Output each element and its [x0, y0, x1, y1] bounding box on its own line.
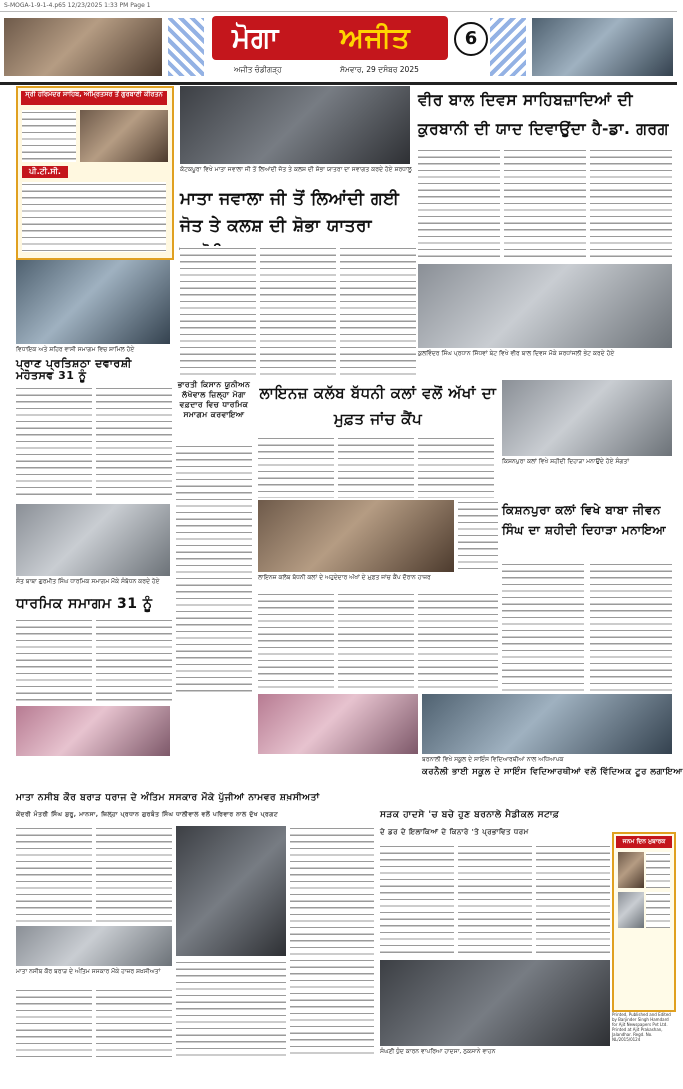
birthday-photo-2 — [618, 892, 644, 928]
ptc-advert — [16, 86, 174, 260]
masthead-ornament-left — [168, 18, 204, 76]
advert-text — [22, 110, 76, 162]
road-news-col3 — [536, 844, 610, 956]
mata-nasib-caption: ਮਾਤਾ ਨਸੀਬ ਕੌਰ ਬਰਾੜ ਦੇ ਅੰਤਿਮ ਸਸਕਾਰ ਮੌਕੇ ਹਾਜ਼ਰ ਸ਼ਖ਼ਸੀਅਤਾਂ — [16, 968, 161, 975]
jot-caption: ਕੋਟਕਪੂਰਾ ਵਿਖੇ ਮਾਤਾ ਜਵਾਲਾ ਜੀ ਤੋਂ ਲਿਆਂਦੀ ਜੋਤ ਤੇ ਕਲਸ਼ ਦੀ ਸ਼ੋਭਾ ਯਾਤਰਾ ਦਾ ਸਵਾਗਤ ਕਰਦੇ ਹੋਏ ਸ਼ਰਧਾਲੂ — [180, 166, 412, 173]
veer-baal-col1 — [418, 148, 500, 260]
page-number: 6 — [454, 22, 488, 56]
road-news-subhead: ਦੇ ਡਰ ਦੇ ਇਲਾਕਿਆਂ ਦੇ ਕਿਨਾਰੇ 'ਤੇ ਪ੍ਰਭਾਵਿਤ ਧਰਮ — [380, 828, 529, 836]
samagam-photo — [258, 694, 418, 754]
kishanpura-caption: ਕਿਸ਼ਨਪੁਰਾ ਕਲਾਂ ਵਿਖੇ ਸ਼ਹੀਦੀ ਦਿਹਾੜਾ ਮਨਾਉਂਦੇ ਹੋਏ ਸੰਗਤਾਂ — [502, 458, 630, 465]
jot-photo — [180, 86, 410, 164]
lions-col2 — [338, 436, 414, 498]
dharmik-photo — [16, 504, 170, 576]
kishanpura-col2 — [590, 562, 672, 692]
mata-nasib-col6 — [176, 960, 286, 1058]
dharmik-photo-2 — [16, 706, 170, 756]
dharmik-caption: ਸੰਤ ਬਾਬਾ ਗੁਰਮੀਤ ਸਿੰਘ ਧਾਰਮਿਕ ਸਮਾਗਮ ਮੌਕੇ ਸੰਬੋਧਨ ਕਰਦੇ ਹੋਏ — [16, 578, 160, 585]
kishanpura-col1 — [502, 562, 584, 692]
dharmik-headline: ਧਾਰਮਿਕ ਸਮਾਗਮ 31 ਨੂੰ — [16, 596, 153, 612]
mata-nasib-photo — [176, 826, 286, 956]
masthead-title-left: ਮੋਗਾ — [232, 21, 279, 54]
kishanpura-photo — [502, 380, 672, 456]
mata-nasib-col4 — [16, 988, 92, 1058]
veer-baal-col2 — [504, 148, 586, 260]
lions-col7 — [418, 592, 498, 692]
advert-title: ਸ੍ਰੀ ਹਰਿਮੰਦਰ ਸਾਹਿਬ, ਅੰਮ੍ਰਿਤਸਰ ਤੋਂ ਗੁਰਬਾਣੀ ਕੀਰਤਨ — [21, 91, 167, 105]
masthead-subtitle: ਅਜੀਤ ਚੰਡੀਗੜ੍ਹ — [234, 65, 282, 74]
jot-body-col3 — [340, 246, 416, 376]
mata-nasib-col3 — [290, 826, 374, 1056]
birthday-photo-1 — [618, 852, 644, 888]
mata-nasib-col2 — [96, 826, 172, 922]
road-news-headline: ਸੜਕ ਹਾਦਸੇ 'ਚ ਬਚੇ ਹੁਣ ਬਰਨਾਲੇ ਮੈਡੀਕਲ ਸਟਾਫ਼ — [380, 810, 560, 820]
pran-headline: ਪ੍ਰਾਣ ਪ੍ਰਤਿਸ਼ਠਾ ਦਵਾਰਸ਼ੀ ਮਹੋਤਸਵ 31 ਨੂੰ — [16, 357, 132, 382]
birthday-text-1 — [646, 852, 670, 888]
road-news-col2 — [458, 844, 532, 956]
masthead-photo-left — [4, 18, 162, 76]
jot-body-col1 — [180, 246, 256, 376]
road-news-col1 — [380, 844, 454, 956]
bharti-kisan-headline: ਭਾਰਤੀ ਕਿਸਾਨ ਯੂਨੀਅਨ ਲੱਖੋਵਾਲ ਜ਼ਿਲ੍ਹਾ ਮੋਗਾ ਵਫ਼ਦਾਰ ਵਿਚ ਧਾਰਮਿਕ ਸਮਾਗਮ ਕਰਵਾਇਆ — [177, 380, 251, 419]
veer-baal-col3 — [590, 148, 672, 260]
birthday-text-2 — [646, 892, 670, 928]
lions-col4 — [458, 500, 498, 572]
school-headline: ਕਰਨੈਲੀ ਭਾਈ ਸਕੂਲ ਦੇ ਸਾਇੰਸ ਵਿਦਿਆਰਥੀਆਂ ਵਲੋਂ ਵਿੱਦਿਅਕ ਟੂਰ ਲਗਾਇਆ — [422, 767, 683, 777]
school-photo — [422, 694, 672, 754]
birthday-title: ਜਨਮ ਦਿਨ ਮੁਬਾਰਕ — [616, 836, 672, 848]
school-caption: ਬਰਨਾਲੀ ਵਿਖੇ ਸਕੂਲ ਦੇ ਸਾਇੰਸ ਵਿਦਿਆਰਥੀਆਂ ਨਾਲ ਅਧਿਆਪਕ — [422, 756, 564, 763]
advert-logo: ਪੀ.ਟੀ.ਸੀ. — [22, 166, 68, 178]
road-news-caption: ਸੰਘਣੀ ਧੁੰਦ ਕਾਰਨ ਵਾਪਰਿਆ ਹਾਦਸਾ, ਨੁਕਸਾਨੇ ਵਾਹਨ — [380, 1048, 496, 1055]
lions-col6 — [338, 592, 414, 692]
mata-nasib-photo-2 — [16, 926, 172, 966]
road-news-photo — [380, 960, 610, 1046]
pran-body-col2 — [96, 386, 172, 498]
masthead-ornament-right — [490, 18, 526, 76]
lions-photo — [258, 500, 454, 572]
lions-headline: ਲਾਇਨਜ਼ ਕਲੱਬ ਬੱਧਨੀ ਕਲਾਂ ਵਲੋਂ ਅੱਖਾਂ ਦਾ ਮੁਫ਼ਤ ਜਾਂਚ ਕੈਂਪ — [259, 384, 497, 428]
dharmik-col1 — [16, 618, 92, 702]
masthead-photo-right — [532, 18, 673, 76]
birthday-box — [612, 832, 676, 1012]
veer-baal-headline: ਵੀਰ ਬਾਲ ਦਿਵਸ ਸਾਹਿਬਜ਼ਾਦਿਆਂ ਦੀ ਕੁਰਬਾਨੀ ਦੀ ਯਾਦ ਦਿਵਾਉਂਦਾ ਹੈ-ਡਾ. ਗਰਗ — [418, 91, 669, 138]
lions-caption: ਲਾਇਨਜ਼ ਕਲੱਬ ਬੱਧਨੀ ਕਲਾਂ ਦੇ ਅਹੁਦੇਦਾਰ ਅੱਖਾਂ ਦੇ ਮੁਫ਼ਤ ਜਾਂਚ ਕੈਂਪ ਦੌਰਾਨ ਹਾਜ਼ਰ — [258, 574, 431, 581]
pran-body-col1 — [16, 386, 92, 498]
bharti-kisan-body — [176, 444, 252, 694]
imprint: Printed, Published and Edited by Barjinder Singh Hamdard for Ajit Newspapers Pvt Ltd. Printed at Ajit Prakashan, Jalandhar. Regd. No. NL/2015/0124 — [612, 1012, 671, 1042]
masthead — [0, 12, 677, 85]
pran-photo — [16, 260, 170, 344]
mata-nasib-headline: ਮਾਤਾ ਨਸੀਬ ਕੌਰ ਬਰਾੜ ਧਰਾਜ ਦੇ ਅੰਤਿਮ ਸਸਕਾਰ ਮੌਕੇ ਪੁੱਜੀਆਂ ਨਾਮਵਰ ਸ਼ਖ਼ਸੀਅਤਾਂ — [16, 792, 320, 803]
veer-baal-photo — [418, 264, 672, 348]
lions-col3 — [418, 436, 494, 498]
mata-nasib-subhead: ਕੇਂਦਰੀ ਮੰਤਰੀ ਸਿੰਘ ਸ਼ੁਰੂ, ਮਾਨਸਾ, ਜ਼ਿਲ੍ਹਾ ਪ੍ਰਧਾਨ ਗੁਰਬੰਤ ਸਿੰਘ ਧਾਲੀਵਾਲ ਵਲੋਂ ਪਰਿਵਾਰ ਨਾਲ ਦੁੱਖ ਪ੍ਰਗਟ — [16, 811, 279, 818]
jot-headline: ਮਾਤਾ ਜਵਾਲਾ ਜੀ ਤੋਂ ਲਿਆਂਦੀ ਗਈ ਜੋਤ ਤੇ ਕਲਸ਼ ਦੀ ਸ਼ੋਭਾ ਯਾਤਰਾ — [180, 189, 400, 236]
masthead-title-right: ਅਜੀਤ — [340, 21, 411, 54]
print-slug: S-MOGA-1-9-1-4.p65 12/23/2025 1:33 PM Page 1 — [0, 0, 677, 12]
kishanpura-headline: ਕਿਸ਼ਨਪੁਰਾ ਕਲਾਂ ਵਿਖੇ ਬਾਬਾ ਜੀਵਨ ਸਿੰਘ ਦਾ ਸ਼ਹੀਦੀ ਦਿਹਾੜਾ ਮਨਾਇਆ — [502, 503, 667, 537]
lions-col5 — [258, 592, 334, 692]
advert-schedule — [22, 182, 166, 252]
pran-caption: ਵਿਧਾਇਕ ਅਤੇ ਸ਼ਹਿਰ ਵਾਸੀ ਸਮਾਗਮ ਵਿਚ ਸ਼ਾਮਿਲ ਹੋਏ — [16, 346, 135, 353]
jot-body-col2 — [260, 246, 336, 376]
advert-golden-temple-photo — [80, 110, 168, 162]
veer-baal-caption: ਕੁਲਵਿੰਦਰ ਸਿੰਘ ਪ੍ਰਧਾਨ ਸਿੱਧਵਾਂ ਬੇਟ ਵਿਖੇ ਵੀਰ ਬਾਲ ਦਿਵਸ ਮੌਕੇ ਸ਼ਰਧਾਂਜਲੀ ਭੇਟ ਕਰਦੇ ਹੋਏ — [418, 350, 615, 357]
dharmik-col2 — [96, 618, 172, 702]
masthead-dateline — [212, 63, 448, 77]
lions-col1 — [258, 436, 334, 498]
mata-nasib-col1 — [16, 826, 92, 922]
masthead-date: ਸੋਮਵਾਰ, 29 ਦਸੰਬਰ 2025 — [340, 65, 419, 74]
mata-nasib-col5 — [96, 988, 172, 1058]
masthead-title-box — [212, 16, 448, 60]
